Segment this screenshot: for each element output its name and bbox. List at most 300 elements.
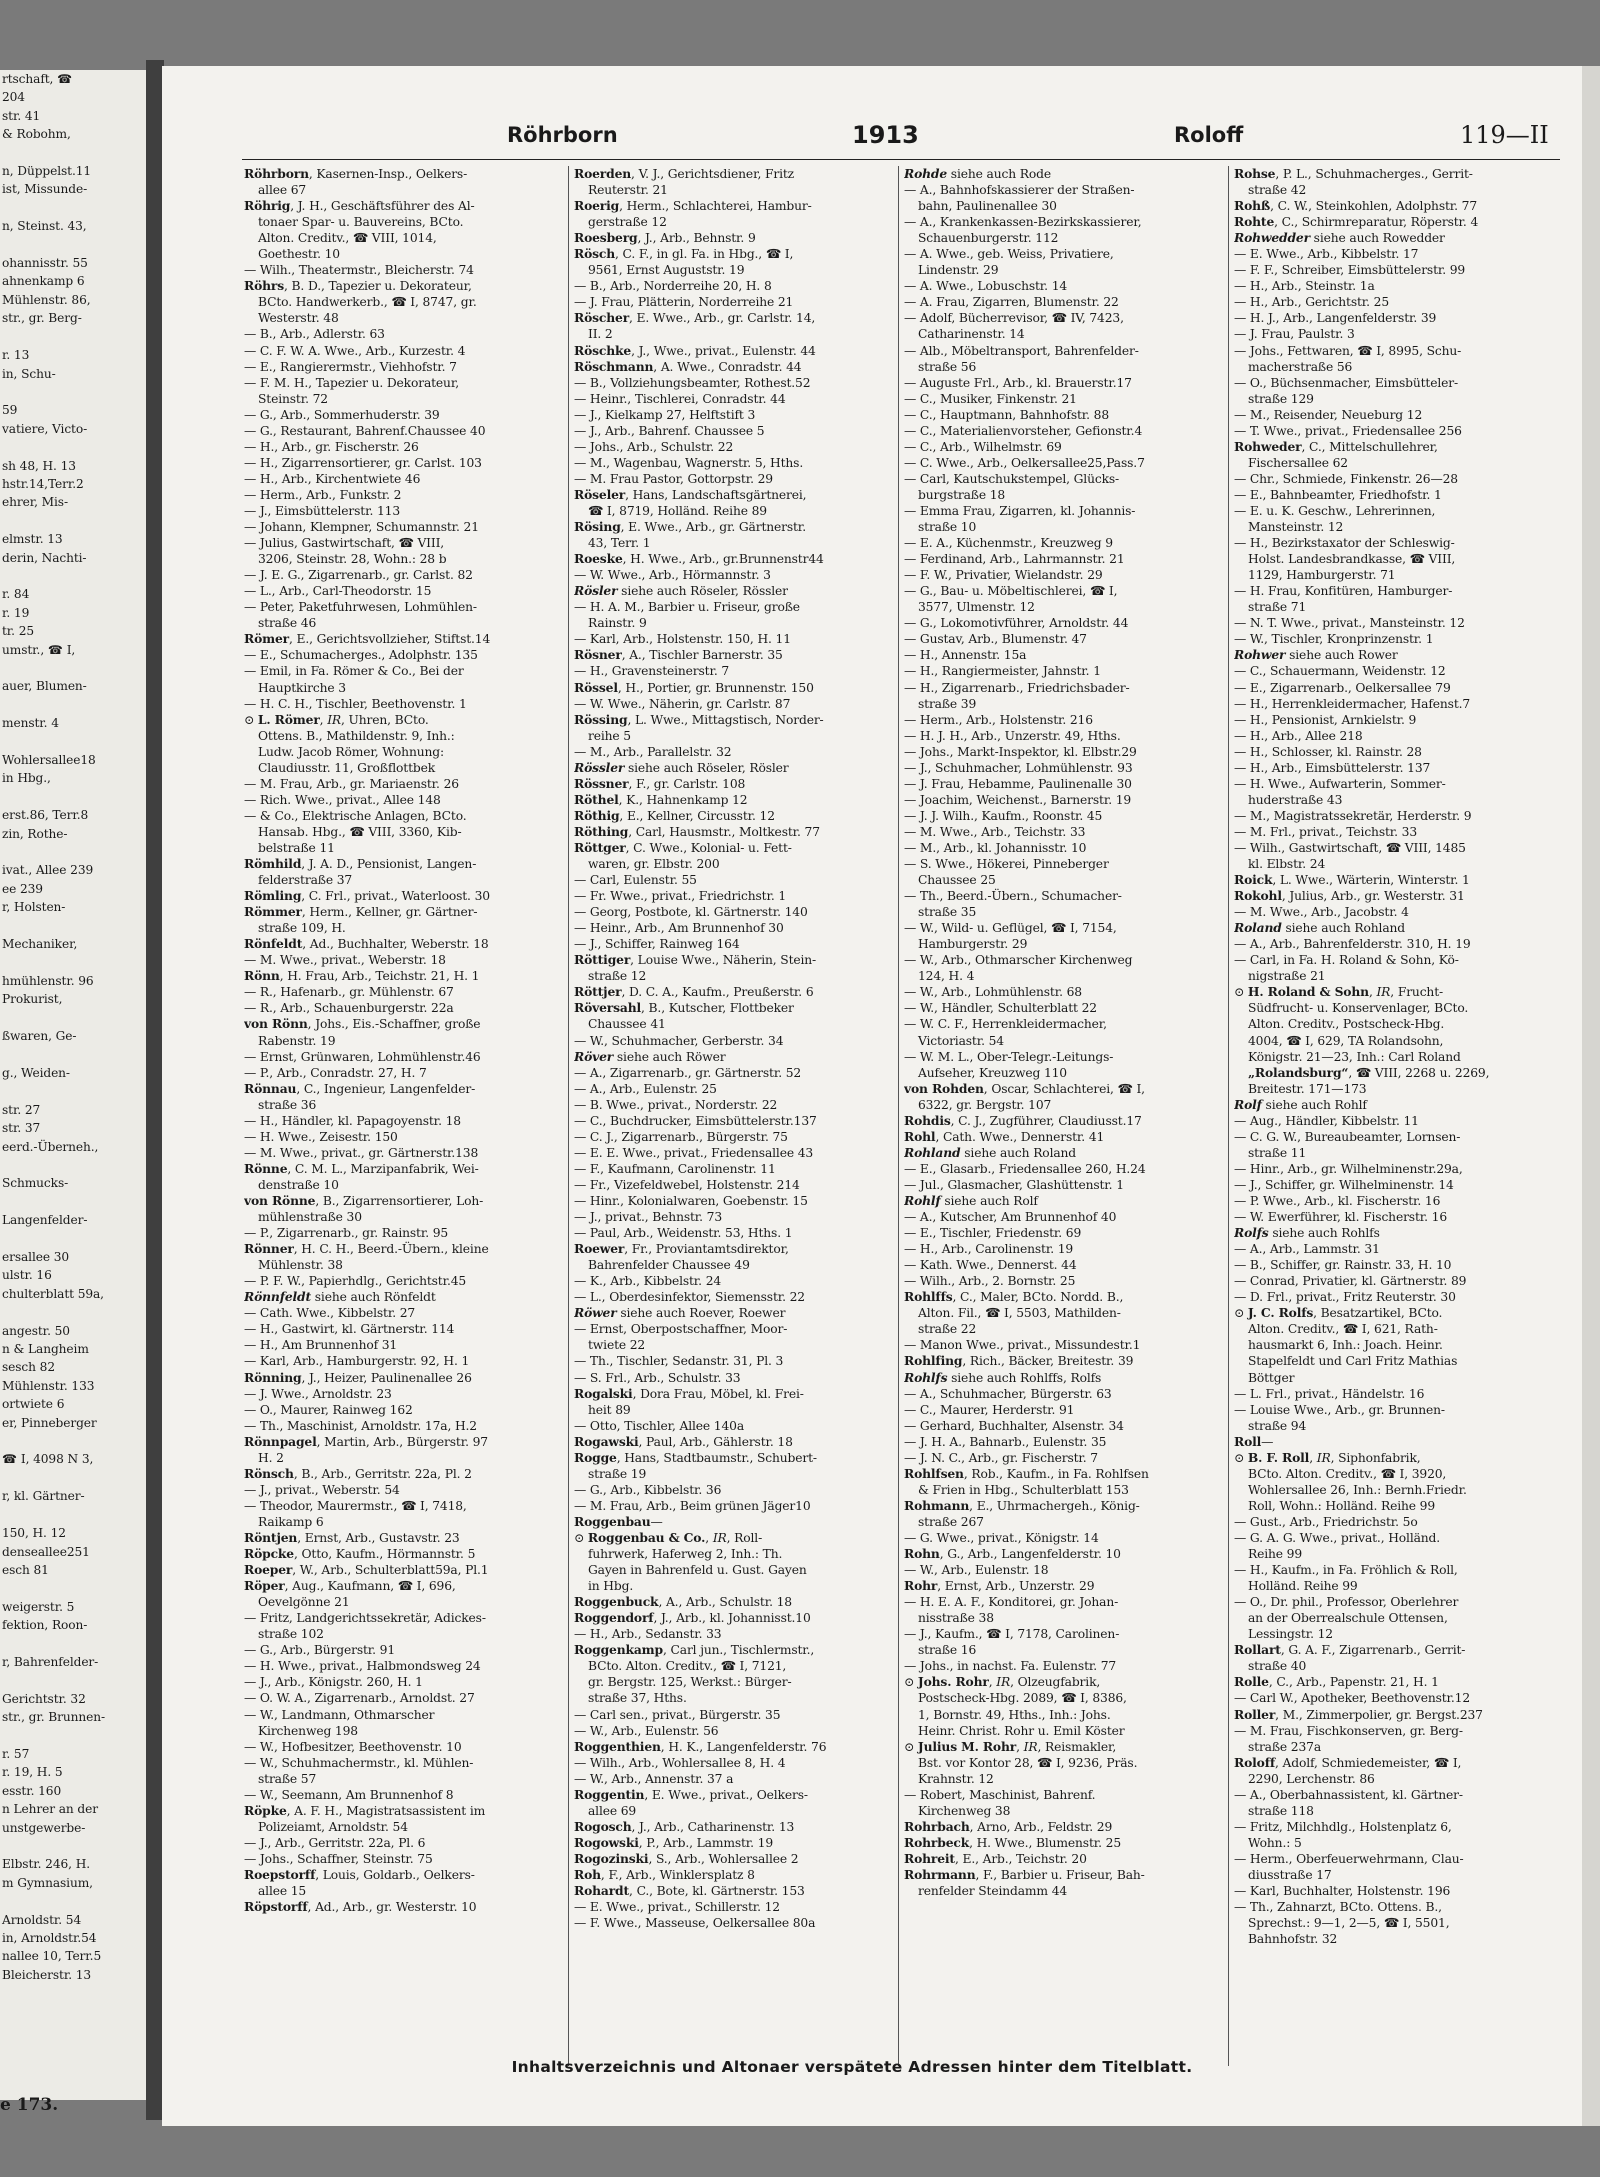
directory-line: Rohmann, E., Uhrmachergeh., König- xyxy=(904,1497,1140,1513)
directory-line: „Rolandsburg“, ☎ VIII, 2268 u. 2269, xyxy=(1248,1064,1490,1080)
directory-line: gr. Bergstr. 125, Werkst.: Bürger- xyxy=(588,1675,792,1690)
directory-line: Ludw. Jacob Römer, Wohnung: xyxy=(258,744,444,759)
directory-line: — C. J., Zigarrenarb., Bürgerstr. 75 xyxy=(574,1129,788,1144)
directory-line: Rössner, F., gr. Carlstr. 108 xyxy=(574,775,746,791)
next-page-edge xyxy=(1582,66,1600,2126)
directory-line: Rönnau, C., Ingenieur, Langenfelder- xyxy=(244,1080,476,1096)
directory-line: 3577, Ulmenstr. 12 xyxy=(918,600,1035,615)
directory-line: — H. C. H., Tischler, Beethovenstr. 1 xyxy=(244,696,467,711)
directory-line: straße 19 xyxy=(588,1466,647,1481)
directory-line: Hamburgerstr. 29 xyxy=(918,937,1028,952)
directory-line: — Ernst, Grünwaren, Lohmühlenstr.46 xyxy=(244,1049,481,1064)
previous-page-line: str. 41 xyxy=(2,108,41,123)
directory-line: — Th., Zahnarzt, BCto. Ottens. B., xyxy=(1234,1900,1442,1915)
previous-page-line xyxy=(0,1303,148,1321)
previous-page-line xyxy=(0,659,148,677)
page-number: 119—II xyxy=(1460,121,1549,149)
directory-line: Holländ. Reihe 99 xyxy=(1248,1579,1358,1594)
directory-line: Krahnstr. 12 xyxy=(918,1771,994,1786)
previous-page-line: hstr.14,Terr.2 xyxy=(2,476,84,491)
previous-page-line: in Hbg., xyxy=(2,771,51,786)
directory-line: Rohde siehe auch Rode xyxy=(904,166,1051,181)
directory-line: — Johs., Fettwaren, ☎ I, 8995, Schu- xyxy=(1234,343,1462,358)
directory-line: Fischersallee 62 xyxy=(1248,455,1348,470)
previous-page-line: Mühlenstr. 133 xyxy=(2,1378,95,1393)
directory-line: — J. N. C., Arb., gr. Fischerstr. 7 xyxy=(904,1450,1098,1465)
directory-line: — J., Schuhmacher, Lohmühlenstr. 93 xyxy=(904,760,1133,775)
previous-page-line: m Gymnasium, xyxy=(2,1875,93,1890)
previous-page-line: r. 19 xyxy=(2,605,30,620)
directory-line: straße 36 xyxy=(258,1097,317,1112)
directory-line: — M., Wagenbau, Wagnerstr. 5, Hths. xyxy=(574,455,804,470)
directory-line: — A., Oberbahnassistent, kl. Gärtner- xyxy=(1234,1787,1463,1802)
directory-line: — R., Hafenarb., gr. Mühlenstr. 67 xyxy=(244,985,454,1000)
directory-line: — Jul., Glasmacher, Glashüttenstr. 1 xyxy=(904,1177,1124,1192)
directory-line: felderstraße 37 xyxy=(258,873,353,888)
previous-page-line: g., Weiden- xyxy=(2,1065,70,1080)
directory-line: 2290, Lerchenstr. 86 xyxy=(1248,1771,1375,1786)
directory-line: — K., Arb., Kibbelstr. 24 xyxy=(574,1274,722,1289)
directory-line: — G., Arb., Kibbelstr. 36 xyxy=(574,1482,722,1497)
directory-line: Rogozinski, S., Arb., Wohlersallee 2 xyxy=(574,1850,799,1866)
directory-line: — A., Arb., Lammstr. 31 xyxy=(1234,1242,1380,1257)
previous-page-line xyxy=(0,1230,148,1248)
directory-line: — Emil, in Fa. Römer & Co., Bei der xyxy=(244,664,464,679)
directory-line: Schauenburgerstr. 112 xyxy=(918,231,1059,246)
directory-line: fuhrwerk, Haferweg 2, Inh.: Th. xyxy=(588,1547,783,1562)
directory-line: Oevelgönne 21 xyxy=(258,1595,350,1610)
previous-page-line: ersallee 30 xyxy=(2,1250,70,1264)
running-header xyxy=(162,123,1600,157)
directory-line: — H., Arb., Eimsbüttelerstr. 137 xyxy=(1234,760,1431,775)
directory-line: — H., Arb., Gerichtstr. 25 xyxy=(1234,295,1390,310)
previous-page-line: rtschaft, ☎ xyxy=(2,72,73,86)
directory-line: — Fr., Vizefeldwebel, Holstenstr. 214 xyxy=(574,1177,800,1192)
directory-line: straße 57 xyxy=(258,1771,317,1786)
previous-page-line xyxy=(0,1009,148,1027)
header-last-entry: Roloff xyxy=(1174,123,1244,147)
directory-line: — J., Kaufm., ☎ I, 7178, Carolinen- xyxy=(904,1627,1120,1642)
directory-line: — H., Zigarrensortierer, gr. Carlst. 103 xyxy=(244,455,482,470)
directory-line: — H., Arb., Allee 218 xyxy=(1234,728,1363,743)
directory-line: Rohß, C. W., Steinkohlen, Adolphstr. 77 xyxy=(1234,198,1478,214)
directory-line: Rönn, H. Frau, Arb., Teichstr. 21, H. 1 xyxy=(244,968,480,984)
column-1 xyxy=(244,166,562,1915)
directory-line: — O., Büchsenmacher, Eimsbütteler- xyxy=(1234,375,1458,390)
previous-page-line: Langenfelder- xyxy=(2,1213,88,1228)
directory-line: — E. Wwe., privat., Schillerstr. 12 xyxy=(574,1900,780,1915)
directory-line: Kirchenweg 38 xyxy=(918,1803,1011,1818)
directory-line: — Th., Maschinist, Arnoldstr. 17a, H.2 xyxy=(244,1418,477,1433)
directory-line: — W., Schuhmacher, Gerberstr. 34 xyxy=(574,1033,784,1048)
directory-line: Rohdis, C. J., Zugführer, Claudiusst.17 xyxy=(904,1112,1142,1128)
directory-line: — O., Maurer, Rainweg 162 xyxy=(244,1402,413,1417)
directory-line: straße 10 xyxy=(918,520,977,535)
previous-page-line: sesch 82 xyxy=(2,1360,55,1375)
directory-line: nigstraße 21 xyxy=(1248,969,1326,984)
directory-line: — B., Vollziehungsbeamter, Rothest.52 xyxy=(574,375,811,390)
previous-page-line: unstgewerbe- xyxy=(2,1820,86,1835)
previous-page-line: zin, Rothe- xyxy=(2,826,68,841)
directory-line: Rohl, Cath. Wwe., Dennerstr. 41 xyxy=(904,1128,1105,1144)
directory-line: — Cath. Wwe., Kibbelstr. 27 xyxy=(244,1306,416,1321)
directory-line: — E. Wwe., Arb., Kibbelstr. 17 xyxy=(1234,247,1419,262)
directory-line: 6322, gr. Bergstr. 107 xyxy=(918,1097,1052,1112)
directory-line: — H. E. A. F., Konditorei, gr. Johan- xyxy=(904,1595,1119,1610)
directory-line: — Hinr., Kolonialwaren, Goebenstr. 15 xyxy=(574,1194,808,1208)
directory-line: Roggenbau— xyxy=(574,1513,663,1529)
directory-line: Rösler siehe auch Röseler, Rössler xyxy=(574,583,788,599)
directory-line: — Robert, Maschinist, Bahrenf. xyxy=(904,1787,1096,1802)
directory-line: — G., Arb., Bürgerstr. 91 xyxy=(244,1643,396,1658)
directory-line: Roewer, Fr., Proviantamtsdirektor, xyxy=(574,1241,789,1257)
previous-page-line xyxy=(0,696,148,714)
directory-line: Rönsch, B., Arb., Gerritstr. 22a, Pl. 2 xyxy=(244,1465,472,1481)
previous-page-line xyxy=(0,1193,148,1211)
directory-line: — T. Wwe., privat., Friedensallee 256 xyxy=(1234,423,1462,438)
previous-page-line xyxy=(0,954,148,972)
directory-line: denstraße 10 xyxy=(258,1177,339,1192)
directory-line: Röttger, C. Wwe., Kolonial- u. Fett- xyxy=(574,839,792,855)
previous-page-line: & Robohm, xyxy=(2,127,71,142)
directory-line: Roll— xyxy=(1234,1433,1274,1449)
directory-line: Rohlfing, Rich., Bäcker, Breitestr. 39 xyxy=(904,1353,1134,1369)
directory-line: straße 37, Hths. xyxy=(588,1691,687,1706)
directory-line: — M., Magistratssekretär, Herderstr. 9 xyxy=(1234,808,1472,823)
directory-line: — Fritz, Landgerichtssekretär, Adickes- xyxy=(244,1611,486,1626)
previous-page-line: ohannisstr. 55 xyxy=(2,256,88,271)
directory-line: — J., Arb., Königstr. 260, H. 1 xyxy=(244,1675,423,1690)
directory-line: Lindenstr. 29 xyxy=(918,263,999,278)
previous-page-line: str. 27 xyxy=(2,1102,41,1117)
directory-line: — W., Hofbesitzer, Beethovenstr. 10 xyxy=(244,1739,462,1754)
directory-line: — L. Frl., privat., Händelstr. 16 xyxy=(1234,1386,1425,1401)
directory-line: Ottens. B., Mathildenstr. 9, Inh.: xyxy=(258,728,455,743)
previous-page-line xyxy=(0,1156,148,1174)
directory-line: — Th., Tischler, Sedanstr. 31, Pl. 3 xyxy=(574,1354,784,1369)
directory-line: Röhrig, J. H., Geschäftsführer des Al- xyxy=(244,198,475,214)
directory-line: — G., Restaurant, Bahrenf.Chaussee 40 xyxy=(244,423,486,438)
directory-line: Westerstr. 48 xyxy=(258,311,339,326)
directory-line: straße 39 xyxy=(918,696,977,711)
directory-line: — C. G. W., Bureaubeamter, Lornsen- xyxy=(1234,1129,1461,1144)
directory-line: Rokohl, Julius, Arb., gr. Westerstr. 31 xyxy=(1234,888,1465,904)
column-divider xyxy=(568,166,569,2066)
directory-line: Roll, Wohn.: Holländ. Reihe 99 xyxy=(1248,1498,1436,1513)
directory-line: — C., Hauptmann, Bahnhofstr. 88 xyxy=(904,407,1110,422)
previous-page-line: 150, H. 12 xyxy=(2,1526,66,1541)
previous-page-line xyxy=(0,733,148,751)
directory-line: Postscheck-Hbg. 2089, ☎ I, 8386, xyxy=(918,1691,1127,1706)
previous-page-line: Bleicherstr. 13 xyxy=(2,1967,92,1982)
directory-line: — H., Zigarrenarb., Friedrichsbader- xyxy=(904,680,1130,695)
directory-line: 1129, Hamburgerstr. 71 xyxy=(1248,568,1396,583)
directory-line: straße 35 xyxy=(918,905,977,920)
directory-line: Röhrs, B. D., Tapezier u. Dekorateur, xyxy=(244,278,472,294)
directory-line: Roerig, Herm., Schlachterei, Hambur- xyxy=(574,198,812,214)
directory-line: — W., Landmann, Othmarscher xyxy=(244,1707,435,1722)
directory-line: — Johs., in nachst. Fa. Eulenstr. 77 xyxy=(904,1659,1117,1674)
previous-page-line: in, Arnoldstr.54 xyxy=(2,1931,97,1946)
directory-line: — M. Frau, Fischkonserven, gr. Berg- xyxy=(1234,1723,1463,1738)
directory-line: ⊙ Julius M. Rohr, IR, Reismakler, xyxy=(904,1738,1117,1754)
previous-page-line: tr. 25 xyxy=(2,624,35,639)
directory-line: — D. Frl., privat., Fritz Reuterstr. 30 xyxy=(1234,1290,1456,1305)
directory-line: Hansab. Hbg., ☎ VIII, 3360, Kib- xyxy=(258,824,462,839)
directory-line: — H. J. H., Arb., Unzerstr. 49, Hths. xyxy=(904,728,1121,743)
directory-line: ⊙ L. Römer, IR, Uhren, BCto. xyxy=(244,711,429,727)
directory-line: Roland siehe auch Rohland xyxy=(1234,920,1405,936)
directory-line: allee 67 xyxy=(258,183,307,198)
directory-line: straße 237a xyxy=(1248,1739,1322,1754)
directory-line: Rohland siehe auch Roland xyxy=(904,1144,1077,1160)
directory-line: Rohrmann, F., Barbier u. Friseur, Bah- xyxy=(904,1866,1145,1882)
directory-line: 4004, ☎ I, 629, TA Rolandsohn, xyxy=(1248,1033,1444,1048)
directory-line: Röthig, E., Kellner, Circusstr. 12 xyxy=(574,807,775,823)
directory-line: Rolfs siehe auch Rohlfs xyxy=(1234,1225,1380,1241)
header-first-entry: Röhrborn xyxy=(507,123,618,147)
directory-line: & Frien in Hbg., Schulterblatt 153 xyxy=(918,1482,1129,1497)
directory-page xyxy=(162,66,1600,2126)
directory-line: Roggentin, E. Wwe., privat., Oelkers- xyxy=(574,1786,808,1802)
previous-page-footer: e 173. xyxy=(0,2095,59,2115)
previous-page-line: str., gr. Brunnen- xyxy=(2,1710,106,1725)
directory-line: — Peter, Paketfuhrwesen, Lohmühlen- xyxy=(244,600,477,615)
previous-page-line xyxy=(0,843,148,861)
directory-line: Wohlersallee 26, Inh.: Bernh.Friedr. xyxy=(1248,1482,1467,1497)
directory-line: — Wilh., Theatermstr., Bleicherstr. 74 xyxy=(244,263,474,278)
directory-line: Alton. Creditv., ☎ I, 621, Rath- xyxy=(1248,1322,1438,1337)
directory-line: — Johs., Markt-Inspektor, kl. Elbstr.29 xyxy=(904,744,1137,759)
directory-line: — M. Frau, Arb., gr. Mariaenstr. 26 xyxy=(244,776,459,791)
directory-line: Röthing, Carl, Hausmstr., Moltkestr. 77 xyxy=(574,823,820,839)
directory-line: an der Oberrealschule Ottensen, xyxy=(1248,1611,1448,1626)
directory-line: — M., Reisender, Neueburg 12 xyxy=(1234,407,1423,422)
directory-line: — W. Wwe., Arb., Hörmannstr. 3 xyxy=(574,568,771,583)
directory-line: — Karl, Buchhalter, Holstenstr. 196 xyxy=(1234,1884,1451,1899)
directory-line: — B., Schiffer, gr. Rainstr. 33, H. 10 xyxy=(1234,1258,1452,1273)
previous-page-line: Arnoldstr. 54 xyxy=(2,1912,82,1927)
directory-line: straße 118 xyxy=(1248,1803,1314,1818)
directory-line: Alton. Creditv., ☎ VIII, 1014, xyxy=(258,231,437,246)
directory-line: macherstraße 56 xyxy=(1248,359,1353,374)
directory-line: — Alb., Möbeltransport, Bahrenfelder- xyxy=(904,343,1139,358)
directory-line: Breitestr. 171—173 xyxy=(1248,1081,1367,1096)
directory-line: 1, Bornstr. 49, Hths., Inh.: Johs. xyxy=(918,1707,1111,1722)
previous-page-line xyxy=(0,1635,148,1653)
directory-line: — F. M. H., Tapezier u. Dekorateur, xyxy=(244,375,459,390)
directory-line: — Johs., Arb., Schulstr. 22 xyxy=(574,439,734,454)
directory-line: — Hinr., Arb., gr. Wilhelminenstr.29a, xyxy=(1234,1161,1463,1176)
directory-line: huderstraße 43 xyxy=(1248,792,1343,807)
directory-line: Rönfeldt, Ad., Buchhalter, Weberstr. 18 xyxy=(244,936,489,952)
directory-line: — Paul, Arb., Weidenstr. 53, Hths. 1 xyxy=(574,1226,793,1241)
directory-line: Sprechst.: 9—1, 2—5, ☎ I, 5501, xyxy=(1248,1916,1450,1931)
directory-line: — M., Arb., kl. Johannisstr. 10 xyxy=(904,840,1087,855)
directory-line: — H., Herrenkleidermacher, Hafenst.7 xyxy=(1234,696,1471,711)
directory-line: Roloff, Adolf, Schmiedemeister, ☎ I, xyxy=(1234,1754,1462,1770)
directory-line: Mansteinstr. 12 xyxy=(1248,520,1344,535)
directory-line: Mühlenstr. 38 xyxy=(258,1258,343,1273)
directory-line: Rohlfsen, Rob., Kaufm., in Fa. Rohlfsen xyxy=(904,1465,1149,1481)
directory-line: Roepstorff, Louis, Goldarb., Oelkers- xyxy=(244,1866,475,1882)
directory-line: Römhild, J. A. D., Pensionist, Langen- xyxy=(244,856,477,872)
directory-line: Rohse, P. L., Schuhmacherges., Gerrit- xyxy=(1234,166,1473,181)
header-year: 1913 xyxy=(852,121,919,149)
directory-line: — J. E. G., Zigarrenarb., gr. Carlst. 82 xyxy=(244,568,473,583)
header-rule xyxy=(242,159,1560,160)
directory-line: Rösner, A., Tischler Barnerstr. 35 xyxy=(574,647,783,663)
directory-line: — Kath. Wwe., Dennerst. 44 xyxy=(904,1258,1077,1273)
directory-line: — J. H. A., Bahnarb., Eulenstr. 35 xyxy=(904,1434,1107,1449)
directory-line: — H. Wwe., Zeisestr. 150 xyxy=(244,1129,398,1144)
directory-line: — Conrad, Privatier, kl. Gärtnerstr. 89 xyxy=(1234,1274,1467,1289)
directory-line: — H., Bezirkstaxator der Schleswig- xyxy=(1234,536,1455,551)
directory-line: BCto. Alton. Creditv., ☎ I, 3920, xyxy=(1248,1466,1447,1481)
directory-line: Rössler siehe auch Röseler, Rösler xyxy=(574,759,789,775)
directory-line: — H. Wwe., Aufwarterin, Sommer- xyxy=(1234,776,1446,791)
directory-line: — Gustav, Arb., Blumenstr. 47 xyxy=(904,632,1087,647)
directory-line: mühlenstraße 30 xyxy=(258,1210,362,1225)
directory-line: — A. Wwe., Lobuschstr. 14 xyxy=(904,279,1068,294)
directory-line: — P., Arb., Conradstr. 27, H. 7 xyxy=(244,1065,427,1080)
directory-line: straße 71 xyxy=(1248,600,1307,615)
directory-line: Rainstr. 9 xyxy=(588,616,647,631)
previous-page-line: angestr. 50 xyxy=(2,1323,70,1338)
directory-line: — E., Rangierermstr., Viehhofstr. 7 xyxy=(244,359,457,374)
directory-line: — Joachim, Weichenst., Barnerstr. 19 xyxy=(904,792,1132,807)
directory-line: allee 15 xyxy=(258,1884,307,1899)
directory-line: Alton. Fil., ☎ I, 5503, Mathilden- xyxy=(918,1306,1121,1321)
directory-line: Rohardt, C., Bote, kl. Gärtnerstr. 153 xyxy=(574,1883,805,1899)
directory-line: Reihe 99 xyxy=(1248,1547,1303,1562)
directory-line: — A. Frau, Zigarren, Blumenstr. 22 xyxy=(904,295,1119,310)
directory-line: von Rönne, B., Zigarrensortierer, Loh- xyxy=(244,1193,484,1208)
directory-line: straße 94 xyxy=(1248,1418,1307,1433)
directory-line: — C., Materialienvorsteher, Gefionstr.4 xyxy=(904,423,1143,438)
previous-page-line xyxy=(0,1506,148,1524)
directory-line: — Wilh., Arb., 2. Bornstr. 25 xyxy=(904,1274,1076,1289)
directory-line: — Emma Frau, Zigarren, kl. Johannis- xyxy=(904,503,1136,518)
directory-line: — Th., Beerd.-Übern., Schumacher- xyxy=(904,889,1122,904)
directory-line: Rönne, C. M. L., Marzipanfabrik, Wei- xyxy=(244,1160,479,1176)
directory-line: — H. Wwe., privat., Halbmondsweg 24 xyxy=(244,1659,481,1674)
directory-line: — F. Wwe., Masseuse, Oelkersallee 80a xyxy=(574,1916,816,1931)
directory-line: — W., Arb., Lohmühlenstr. 68 xyxy=(904,985,1082,1000)
directory-line: — W., Arb., Eulenstr. 56 xyxy=(574,1723,719,1738)
column-2 xyxy=(574,166,892,1931)
previous-page-line: n & Langheim xyxy=(2,1342,89,1357)
previous-page-line: str. 37 xyxy=(2,1121,41,1136)
previous-page-line: hmühlenstr. 96 xyxy=(2,973,94,988)
previous-page-line xyxy=(0,567,148,585)
directory-line: Rohwer siehe auch Rower xyxy=(1234,647,1398,663)
previous-page-line: Prokurist, xyxy=(2,992,63,1007)
directory-line: — C., Arb., Wilhelmstr. 69 xyxy=(904,439,1062,454)
directory-line: Rohlfs siehe auch Rohlffs, Rolfs xyxy=(904,1369,1102,1385)
column-3 xyxy=(904,166,1222,1899)
previous-page-line: esch 81 xyxy=(2,1562,49,1577)
directory-line: — Wilh., Arb., Wohlersallee 8, H. 4 xyxy=(574,1755,786,1770)
directory-line: — W., Arb., Annenstr. 37 a xyxy=(574,1771,734,1786)
directory-line: — W., Tischler, Kronprinzenstr. 1 xyxy=(1234,632,1434,647)
directory-line: ⊙ J. C. Rolfs, Besatzartikel, BCto. xyxy=(1234,1305,1443,1321)
directory-line: — H., Gastwirt, kl. Gärtnerstr. 114 xyxy=(244,1322,455,1337)
directory-line: — M. Wwe., privat., gr. Gärtnerstr.138 xyxy=(244,1145,479,1160)
directory-line: Rössing, L. Wwe., Mittagstisch, Norder- xyxy=(574,711,824,727)
directory-line: — A., Arb., Eulenstr. 25 xyxy=(574,1081,717,1096)
directory-line: — Carl W., Apotheker, Beethovenstr.12 xyxy=(1234,1691,1471,1706)
directory-line: — S. Wwe., Hökerei, Pinneberger xyxy=(904,857,1109,872)
previous-page-line: Elbstr. 246, H. xyxy=(2,1857,90,1872)
directory-line: Rogosch, J., Arb., Catharinenstr. 13 xyxy=(574,1818,795,1834)
previous-page-line xyxy=(0,1837,148,1855)
directory-line: Römmer, Herm., Kellner, gr. Gärtner- xyxy=(244,904,478,920)
previous-page-line: nallee 10, Terr.5 xyxy=(2,1949,102,1964)
directory-line: gerstraße 12 xyxy=(588,215,667,230)
directory-line: — H., Rangiermeister, Jahnstr. 1 xyxy=(904,664,1101,679)
directory-line: — Manon Wwe., privat., Missundestr.1 xyxy=(904,1338,1141,1353)
directory-line: — & Co., Elektrische Anlagen, BCto. xyxy=(244,808,467,823)
previous-page-line: weigerstr. 5 xyxy=(2,1599,75,1614)
directory-line: — G. A. G. Wwe., privat., Holländ. xyxy=(1234,1530,1441,1545)
directory-line: Roggenthien, H. K., Langenfelderstr. 76 xyxy=(574,1738,827,1754)
directory-line: — E. u. K. Geschw., Lehrerinnen, xyxy=(1234,503,1436,518)
directory-line: — C. F. W. A. Wwe., Arb., Kurzestr. 4 xyxy=(244,343,466,358)
previous-page-line xyxy=(0,328,148,346)
previous-page-line: eerd.-Überneh., xyxy=(2,1139,99,1154)
previous-page-line: str., gr. Berg- xyxy=(2,311,82,326)
directory-line: Römling, C. Frl., privat., Waterloost. 30 xyxy=(244,888,490,904)
directory-line: — A., Zigarrenarb., gr. Gärtnerstr. 52 xyxy=(574,1065,802,1080)
directory-line: Bahnhofstr. 32 xyxy=(1248,1932,1338,1947)
previous-page-line: r. 84 xyxy=(2,587,30,602)
directory-line: Rogge, Hans, Stadtbaumstr., Schubert- xyxy=(574,1449,817,1465)
directory-line: — Karl, Arb., Hamburgerstr. 92, H. 1 xyxy=(244,1354,470,1369)
directory-line: Roerden, V. J., Gerichtsdiener, Fritz xyxy=(574,166,794,181)
previous-page-line: ulstr. 16 xyxy=(2,1268,52,1283)
directory-line: burgstraße 18 xyxy=(918,487,1006,502)
directory-line: straße 129 xyxy=(1248,391,1314,406)
directory-line: Rohte, C., Schirmreparatur, Röperstr. 4 xyxy=(1234,214,1479,230)
directory-line: — S. Frl., Arb., Schulstr. 33 xyxy=(574,1370,741,1385)
directory-line: — L., Arb., Carl-Theodorstr. 15 xyxy=(244,584,432,599)
directory-line: — J., Kielkamp 27, Helftstift 3 xyxy=(574,407,756,422)
directory-line: Röversahl, B., Kutscher, Flottbeker xyxy=(574,1000,794,1016)
directory-line: — Fr. Wwe., privat., Friedrichstr. 1 xyxy=(574,889,787,904)
previous-page-line xyxy=(0,1432,148,1450)
previous-page-line xyxy=(0,1469,148,1487)
directory-line: — Herm., Oberfeuerwehrmann, Clau- xyxy=(1234,1851,1464,1866)
directory-line: Röpcke, Otto, Kaufm., Hörmannstr. 5 xyxy=(244,1546,476,1562)
directory-line: Polizeiamt, Arnoldstr. 54 xyxy=(258,1819,408,1834)
directory-line: — W., Arb., Eulenstr. 18 xyxy=(904,1563,1049,1578)
previous-page-line xyxy=(0,512,148,530)
directory-line: — W., Wild- u. Geflügel, ☎ I, 7154, xyxy=(904,921,1117,936)
directory-line: — Rich. Wwe., privat., Allee 148 xyxy=(244,792,441,807)
previous-page-line: r. 57 xyxy=(2,1746,30,1761)
previous-page-line: r, Bahrenfelder- xyxy=(2,1654,99,1669)
directory-line: — Karl, Arb., Holstenstr. 150, H. 11 xyxy=(574,632,791,647)
directory-line: — J. Frau, Paulstr. 3 xyxy=(1234,327,1355,342)
directory-line: straße 16 xyxy=(918,1643,977,1658)
directory-line: — Fritz, Milchhdlg., Holstenplatz 6, xyxy=(1234,1819,1452,1834)
directory-line: — G., Bau- u. Möbeltischlerei, ☎ I, xyxy=(904,584,1118,599)
directory-line: BCto. Handwerkerb., ☎ I, 8747, gr. xyxy=(258,295,477,310)
directory-line: Rolf siehe auch Rohlf xyxy=(1234,1096,1367,1112)
directory-line: — M. Wwe., Arb., Teichstr. 33 xyxy=(904,824,1086,839)
previous-page-line: chulterblatt 59a, xyxy=(2,1286,104,1301)
